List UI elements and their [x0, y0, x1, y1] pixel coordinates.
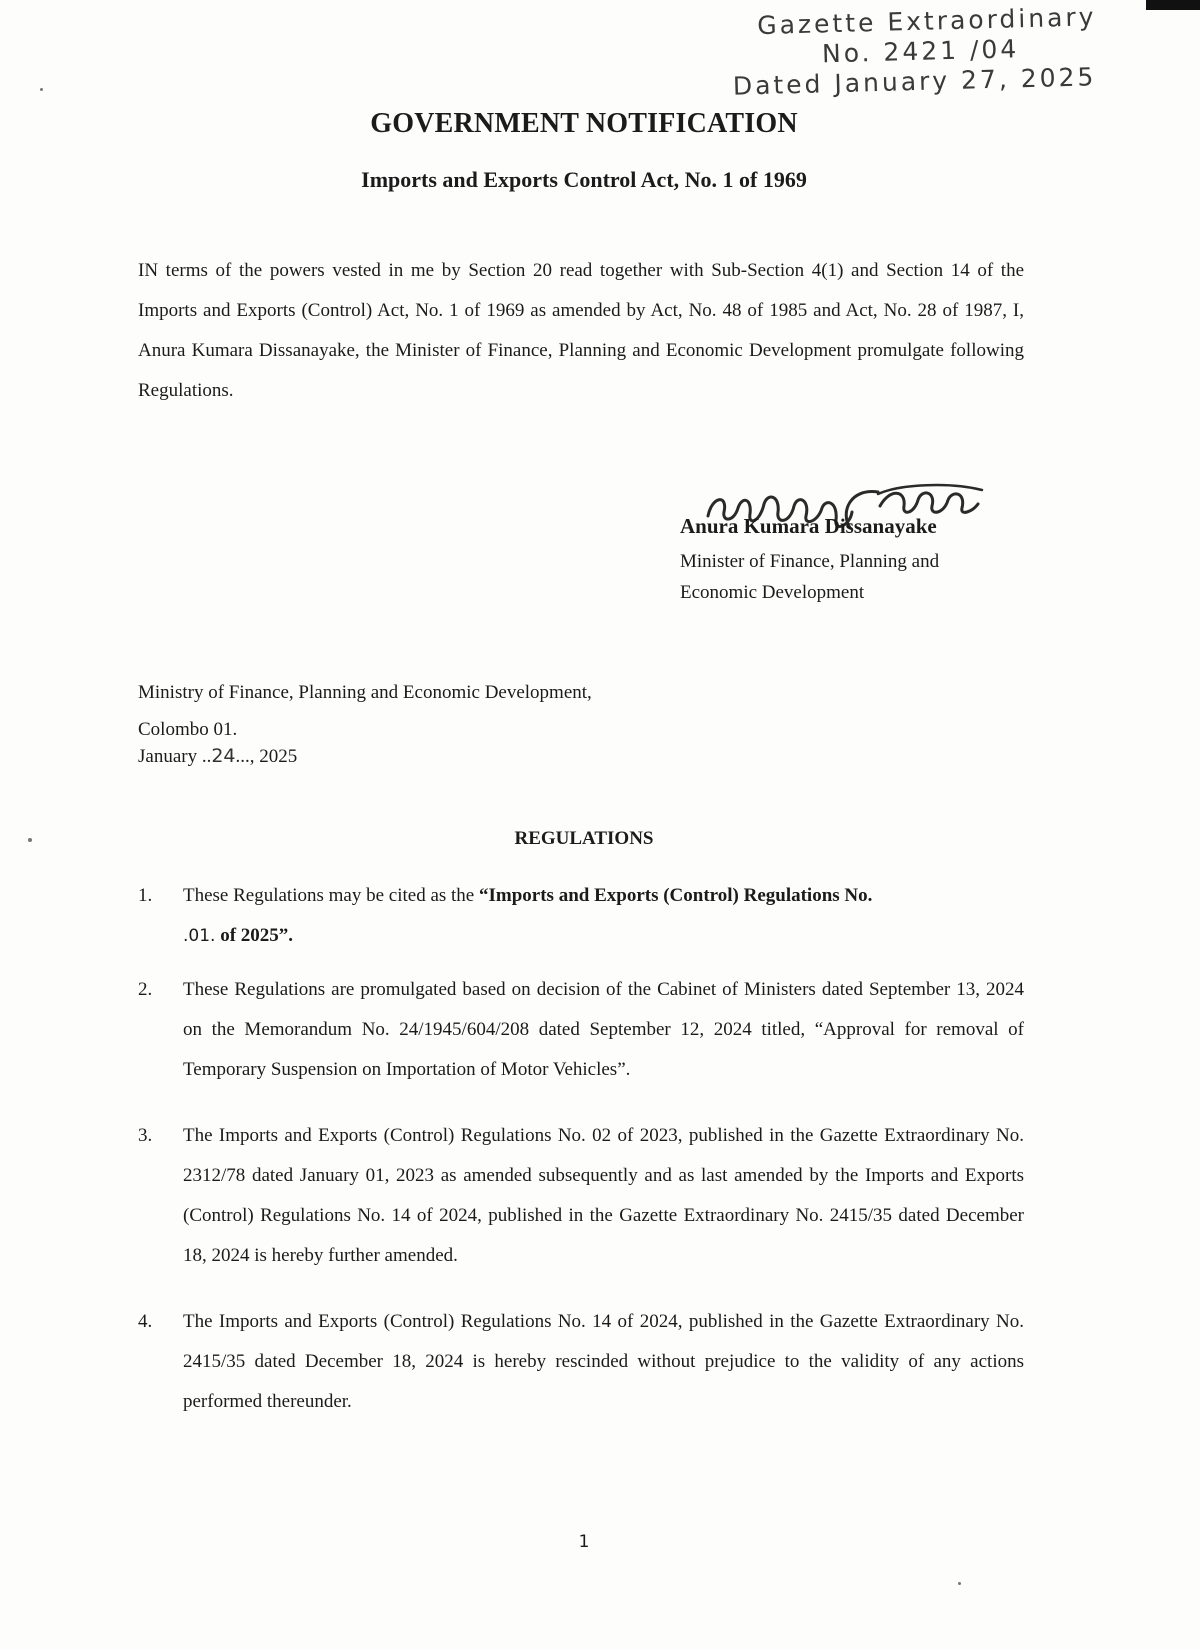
- signature-block: [680, 488, 1050, 608]
- address-line: Colombo 01.: [138, 719, 238, 740]
- regulation-citation-end: of 2025”.: [215, 925, 294, 946]
- regulation-number: 2.: [138, 979, 153, 1000]
- document-title: GOVERNMENT NOTIFICATION: [370, 108, 798, 139]
- page-number: 1: [578, 1532, 590, 1552]
- signer-title-line: Minister of Finance, Planning and: [680, 551, 940, 572]
- scan-speck: [40, 88, 43, 91]
- regulation-text: These Regulations may be cited as the: [183, 885, 479, 906]
- handwritten-gazette-note: [732, 1, 1163, 102]
- date-prefix: January ..: [138, 746, 212, 767]
- date-day-handwritten: 24: [211, 745, 236, 767]
- ministry-address: [138, 674, 592, 748]
- scan-speck: [958, 1582, 961, 1585]
- regulation-number: 1.: [138, 885, 153, 906]
- regulation-text: The Imports and Exports (Control) Regulations No. 02 of 2023, published in the Gazette Extraordinary No. 2312/78 dated January 01, 2023 as amended subsequently and as last amended by the Imports and Exports (Control) Regulations No. 14 of 2024, published in the Gazette Extraordinary No. 2415/35 dated December 18, 2024 is hereby further amended.: [183, 1125, 1024, 1266]
- handwritten-note-line: Dated January 27, 2025: [732, 62, 1097, 101]
- regulation-item: [138, 1116, 1024, 1276]
- document-subtitle: Imports and Exports Control Act, No. 1 of 1969: [361, 167, 807, 192]
- regulation-item: [138, 876, 1024, 956]
- regulation-text: The Imports and Exports (Control) Regulations No. 14 of 2024, published in the Gazette Extraordinary No. 2415/35 dated December 18, 2024 is hereby rescinded without prejudice to the validity of any actions performed thereunder.: [183, 1311, 1024, 1412]
- scan-speck: [28, 838, 32, 842]
- address-line: Ministry of Finance, Planning and Economic Development,: [138, 682, 592, 703]
- signer-title: [680, 546, 1010, 608]
- regulation-text: These Regulations are promulgated based on decision of the Cabinet of Ministers dated September 13, 2024 on the Memorandum No. 24/1945/604/208 dated September 12, 2024 titled, “Approval for removal of Temporary Suspension on Importation of Motor Vehicles”.: [183, 979, 1024, 1080]
- regulations-list: [138, 876, 1024, 1422]
- regulation-item: [138, 1302, 1024, 1422]
- handwritten-note-line: No. 2421 /04: [821, 34, 1020, 69]
- regulation-number: 4.: [138, 1311, 153, 1332]
- regulation-citation: “Imports and Exports (Control) Regulations No.: [479, 885, 873, 906]
- signer-title-line: Economic Development: [680, 582, 865, 603]
- regulation-number: 3.: [138, 1125, 153, 1146]
- regulations-heading: REGULATIONS: [514, 828, 654, 849]
- intro-paragraph: IN terms of the powers vested in me by Section 20 read together with Sub-Section 4(1) and Section 14 of the Imports and Exports (Control) Act, No. 1 of 1969 as amended by Act, No. 48 of 1985 and Act, No. 28 of 1987, I, Anura Kumara Dissanayake, the Minister of Finance, Planning and Economic Development promulgate following Regulations.: [138, 260, 1024, 401]
- regulation-item: [138, 970, 1024, 1090]
- signer-name: Anura Kumara Dissanayake: [680, 514, 937, 538]
- date-suffix: ..., 2025: [235, 746, 298, 767]
- handwritten-note-line: Gazette Extraordinary: [756, 2, 1097, 41]
- issue-date: [138, 745, 297, 768]
- regulation-number-fill: .01.: [183, 926, 216, 946]
